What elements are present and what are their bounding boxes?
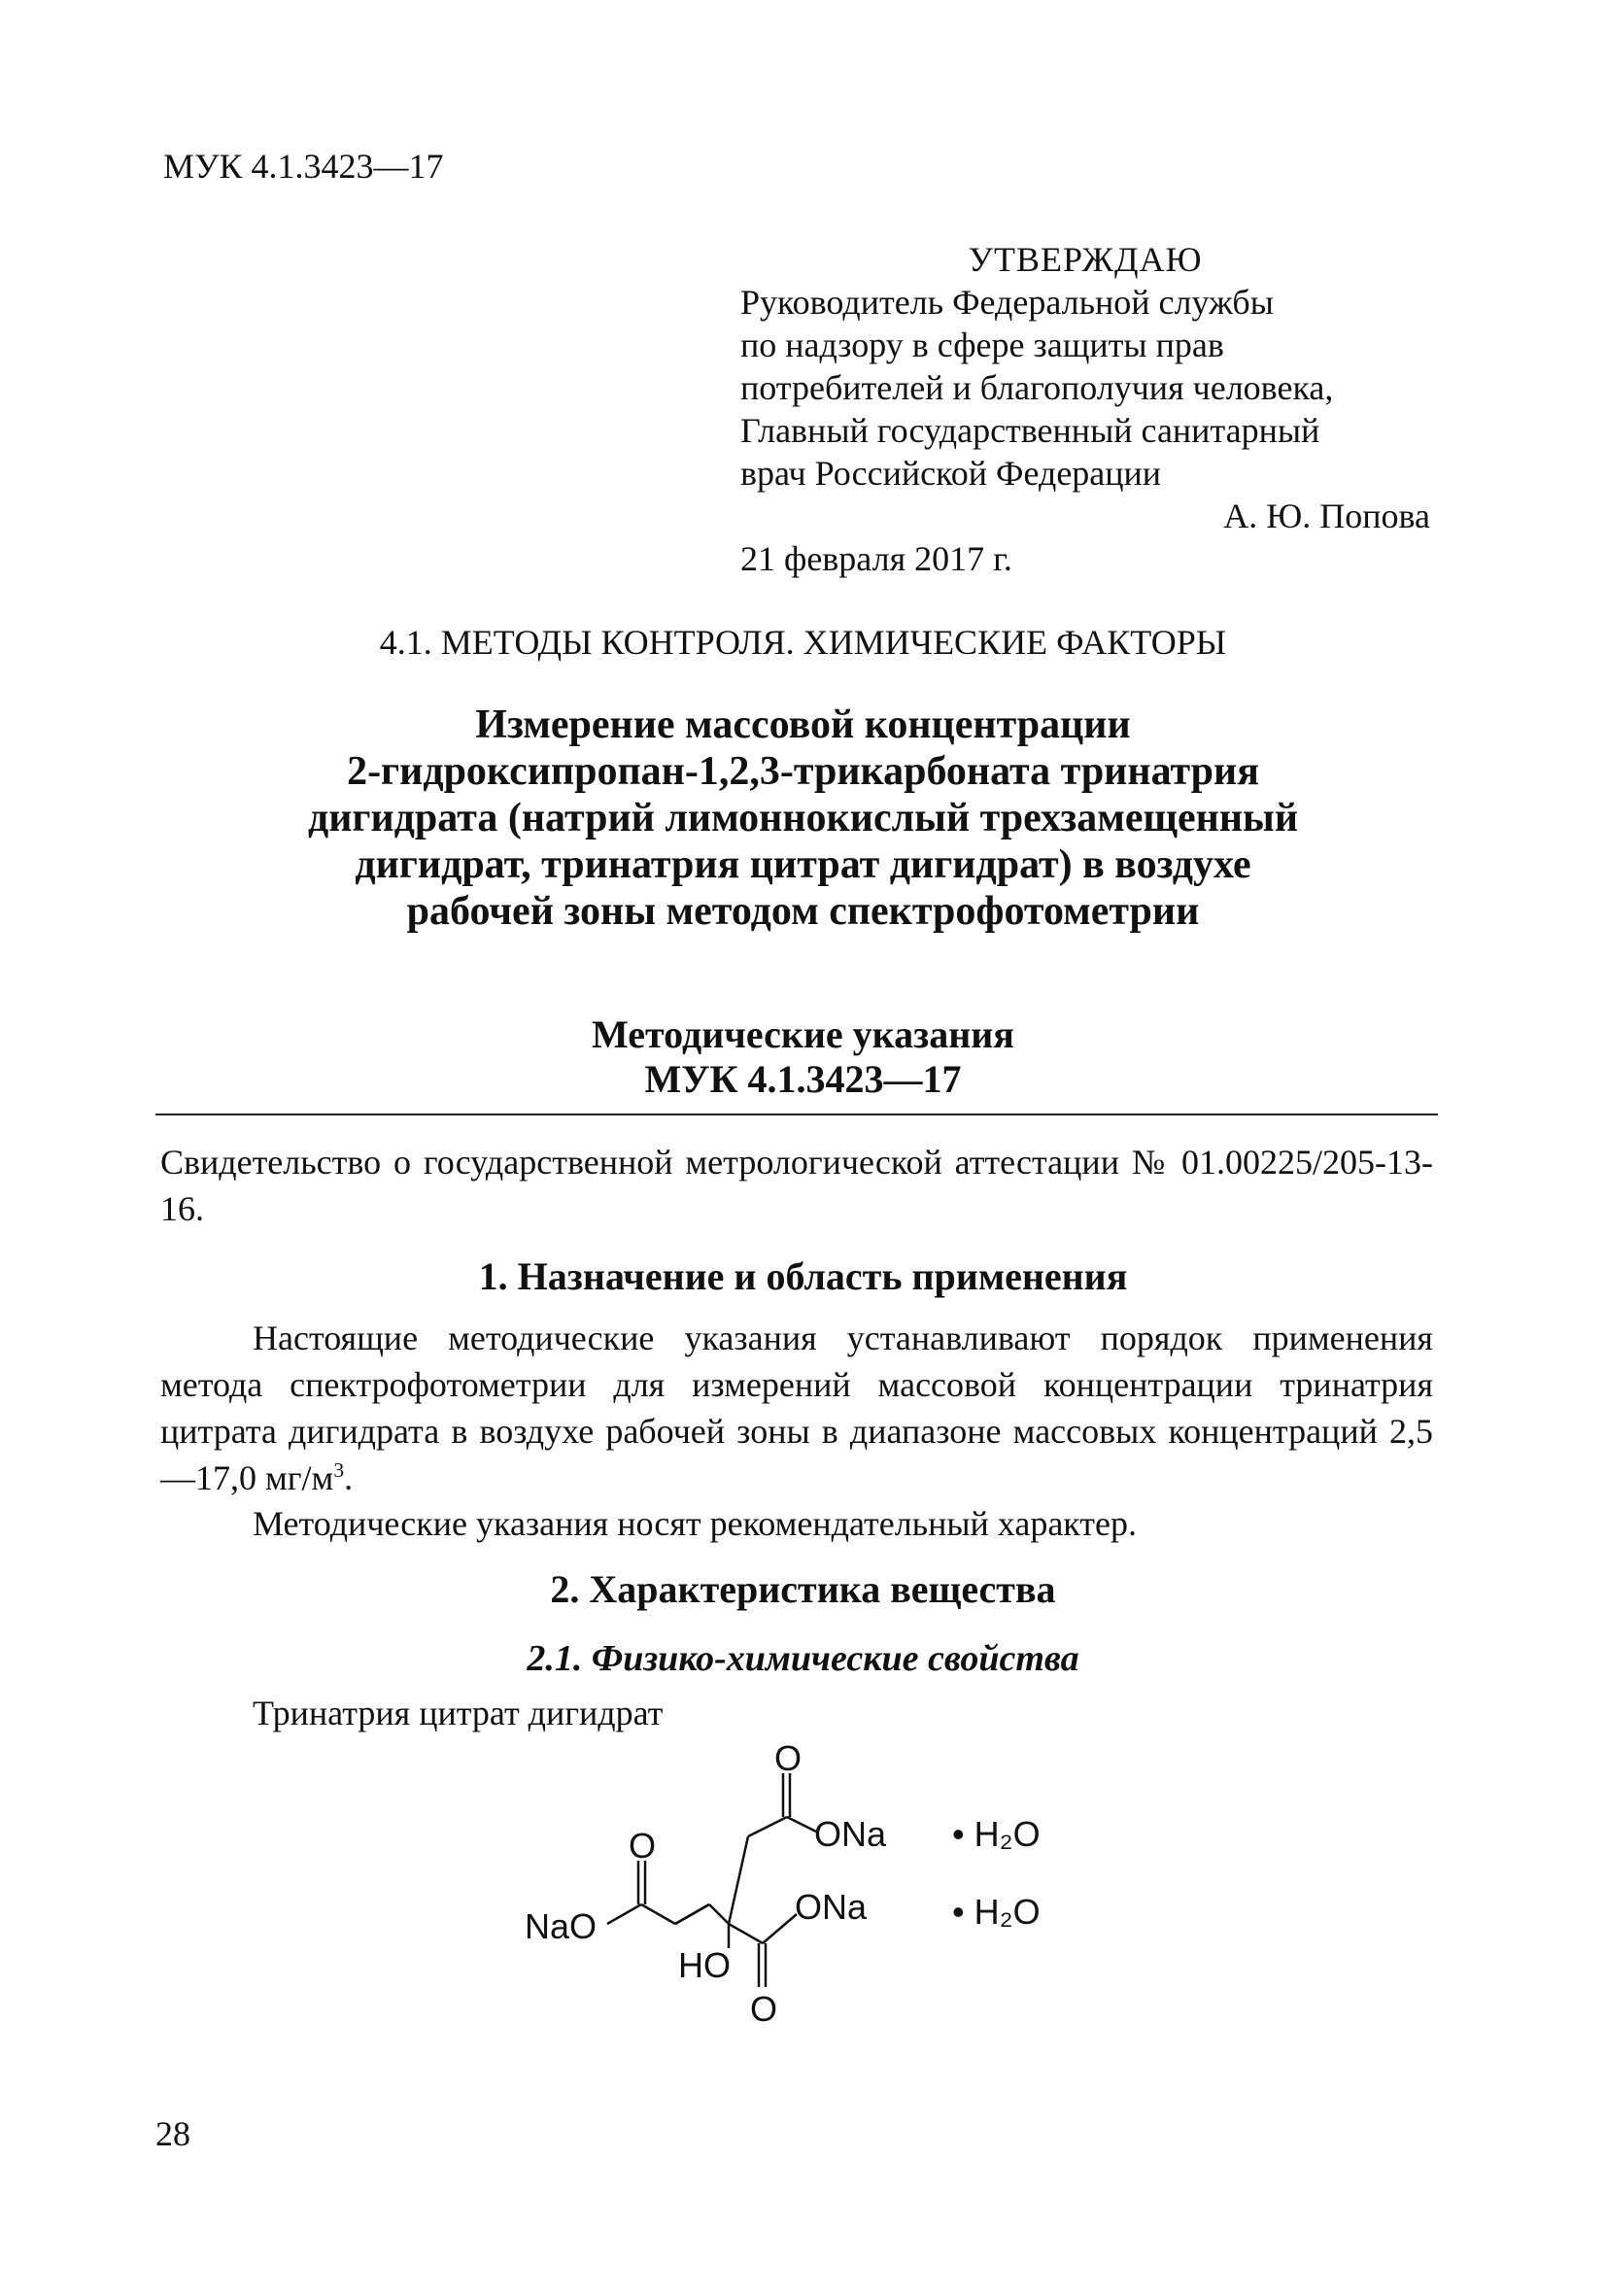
superscript-cubed: 3	[333, 1458, 345, 1482]
section-2-1-subheading: 2.1. Физико-химические свойства	[527, 1638, 1079, 1679]
title-line: рабочей зоны методом спектрофотометрии	[406, 889, 1200, 934]
divider-line	[155, 1114, 1438, 1115]
approval-line: по надзору в сфере защиты прав	[740, 326, 1224, 364]
bond	[709, 1904, 729, 1924]
water-label: • H₂O	[952, 1892, 1041, 1932]
document-code-header: МУК 4.1.3423—17	[163, 147, 444, 186]
document-type-label: Методические указания	[592, 1012, 1014, 1056]
title-line: 2-гидроксипропан-1,2,3-трикарбоната тринатрия	[347, 749, 1259, 794]
atom-label: O	[750, 1989, 778, 2029]
paragraph-period: .	[344, 1458, 354, 1497]
bond	[763, 1914, 797, 1943]
atom-label: O	[774, 1739, 803, 1778]
section-1-note: Методические указания носят рекомендательный характер.	[253, 1504, 1138, 1543]
title-line: дигидрат, тринатрия цитрат дигидрат) в воздухе	[355, 842, 1251, 887]
atom-label: NaO	[525, 1906, 598, 1946]
approval-line: Руководитель Федеральной службы	[740, 283, 1274, 322]
bond	[729, 1924, 763, 1943]
section-1-paragraph-text: Настоящие методические указания устанавливают порядок применения метода спектрофотометрии для измерений массовой концентрации тринатрия цитрата дигидрата в воздухе рабочей зоны в диапазоне массовых концентраций 2,5—17,0 мг/м	[160, 1319, 1433, 1497]
approval-title: УТВЕРЖДАЮ	[968, 240, 1203, 279]
chemical-structure-diagram	[505, 1739, 1088, 2040]
section-1-paragraph	[160, 1315, 1433, 1501]
title-line: Измерение массовой концентрации	[475, 703, 1131, 747]
document-type	[155, 1012, 1451, 1102]
water-label: • H₂O	[952, 1814, 1041, 1854]
atom-label: HO	[678, 1945, 731, 1985]
page-number: 28	[155, 2114, 190, 2153]
section-2-heading: 2. Характеристика вещества	[550, 1567, 1056, 1611]
bond	[729, 1836, 748, 1924]
certificate-text: Свидетельство о государственной метрологической аттестации № 01.00225/205-13-16.	[160, 1143, 1433, 1228]
bond	[675, 1904, 709, 1924]
atom-label: O	[629, 1826, 657, 1866]
approval-block	[740, 238, 1430, 580]
document-title	[155, 702, 1451, 935]
substance-name: Тринатрия цитрат дигидрат	[253, 1694, 664, 1732]
section-1-heading: 1. Назначение и область применения	[478, 1254, 1128, 1298]
bond	[641, 1904, 675, 1924]
bond	[748, 1817, 787, 1836]
series-heading: 4.1. МЕТОДЫ КОНТРОЛЯ. ХИМИЧЕСКИЕ ФАКТОРЫ	[379, 623, 1227, 662]
document-type-code: МУК 4.1.3423—17	[644, 1057, 962, 1101]
approval-date: 21 февраля 2017 г.	[740, 539, 1012, 578]
approval-line: врач Российской Федерации	[740, 454, 1162, 493]
approval-line: Главный государственный санитарный	[740, 411, 1320, 450]
atom-label: ONa	[814, 1814, 887, 1854]
bond	[787, 1817, 816, 1832]
atom-label: ONa	[795, 1887, 868, 1927]
bond	[607, 1904, 641, 1924]
approval-line: потребителей и благополучия человека,	[740, 368, 1334, 407]
title-line: дигидрата (натрий лимоннокислый трехзамещенный	[307, 796, 1299, 840]
approval-signer: А. Ю. Попова	[1223, 497, 1430, 535]
